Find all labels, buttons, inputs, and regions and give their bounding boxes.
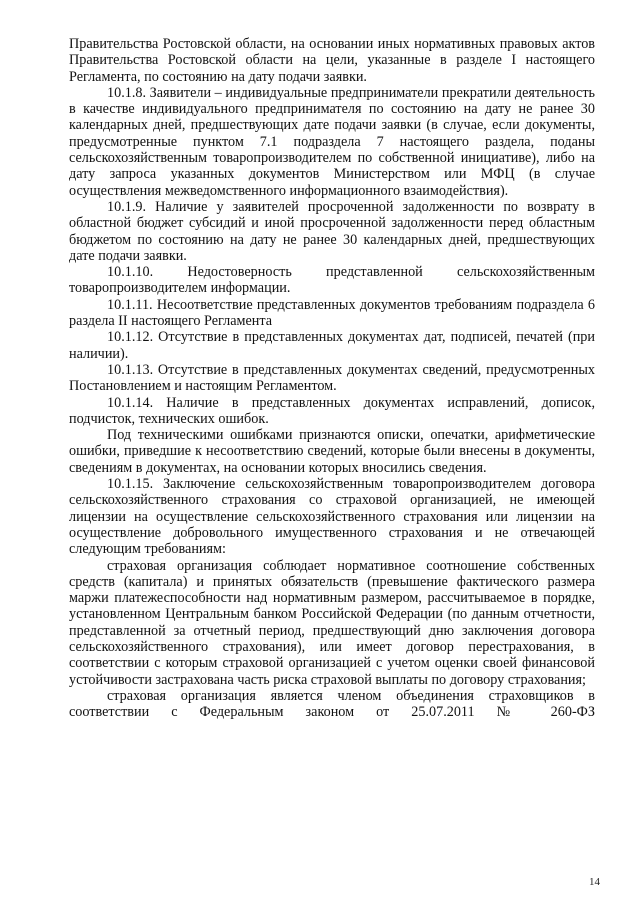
paragraph-10-1-11: 10.1.11. Несоответствие представленных документов требованиям подраздела 6 раздела II настоящего Регламента [69,296,595,330]
paragraph-10-1-12: 10.1.12. Отсутствие в представленных документах дат, подписей, печатей (при наличии). [69,329,595,362]
paragraph-10-1-8: 10.1.8. Заявители – индивидуальные предприниматели прекратили деятельность в качестве индивидуального предпринимателя по состоянию на дату не ранее 30 календарных дней, предшествующих дате подачи заявки (в случае, если документы, предусмотренные пунктом 7.1 подраздела 7 настоящего раздела, поданы сельскохозяйственным товаропроизводителем по собственной инициативе), либо на дату запроса указанных документов Министерством или МФЦ (в случае осуществления межведомственного информационного взаимодействия). [69,84,595,199]
paragraph-insurer-membership: страховая организация является членом объединения страховщиков в соответствии с Федеральным законом от 25.07.2011 № 260-ФЗ [69,687,595,721]
paragraph-10-1-9: 10.1.9. Наличие у заявителей просроченной задолженности по возврату в областной бюджет субсидий и иной просроченной задолженности перед областным бюджетом по состоянию на дату не ранее 30 календарных дней, предшествующих дате подачи заявки. [69,198,595,264]
paragraph-continuation: Правительства Ростовской области, на основании иных нормативных правовых актов Правительства Ростовской области на цели, указанные в разделе I настоящего Регламента, по состоянию на дату подачи заявки. [69,36,595,85]
page-number: 14 [589,876,600,888]
paragraph-10-1-10: 10.1.10. Недостоверность представленной сельскохозяйственным товаропроизводителем информации. [69,264,595,297]
paragraph-10-1-15: 10.1.15. Заключение сельскохозяйственным товаропроизводителем договора сельскохозяйственного страхования со страховой организацией, не имеющей лицензии на осуществление сельскохозяйственного страхования или лицензии на осуществление добровольного имущественного страхования и не отвечающей следующим требованиям: [69,476,595,558]
paragraph-insurer-solvency: страховая организация соблюдает нормативное соотношение собственных средств (капитала) и принятых обязательств (превышение фактического размера маржи платежеспособности над нормативным размером, рассчитываемое в порядке, установленном Центральным банком Российской Федерации (по данным отчетности, представленной за отчетный период, предшествующий дню заключения договора сельскохозяйственного страхования), или имеет договор перестрахования, в соответствии с которым страховой организацией с учетом оценки своей финансовой устойчивости застрахована часть риска страховой выплаты по договору страхования; [69,557,595,688]
paragraph-10-1-14: 10.1.14. Наличие в представленных документах исправлений, дописок, подчисток, технических ошибок. [69,394,595,427]
paragraph-10-1-13: 10.1.13. Отсутствие в представленных документах сведений, предусмотренных Постановлением и настоящим Регламентом. [69,361,595,395]
document-body [69,36,595,720]
paragraph-technical-errors: Под техническими ошибками признаются описки, опечатки, арифметические ошибки, приведшие к несоответствию сведений, которые были внесены в документы, сведениям в документах, на основании которых вносились сведения. [69,427,595,476]
